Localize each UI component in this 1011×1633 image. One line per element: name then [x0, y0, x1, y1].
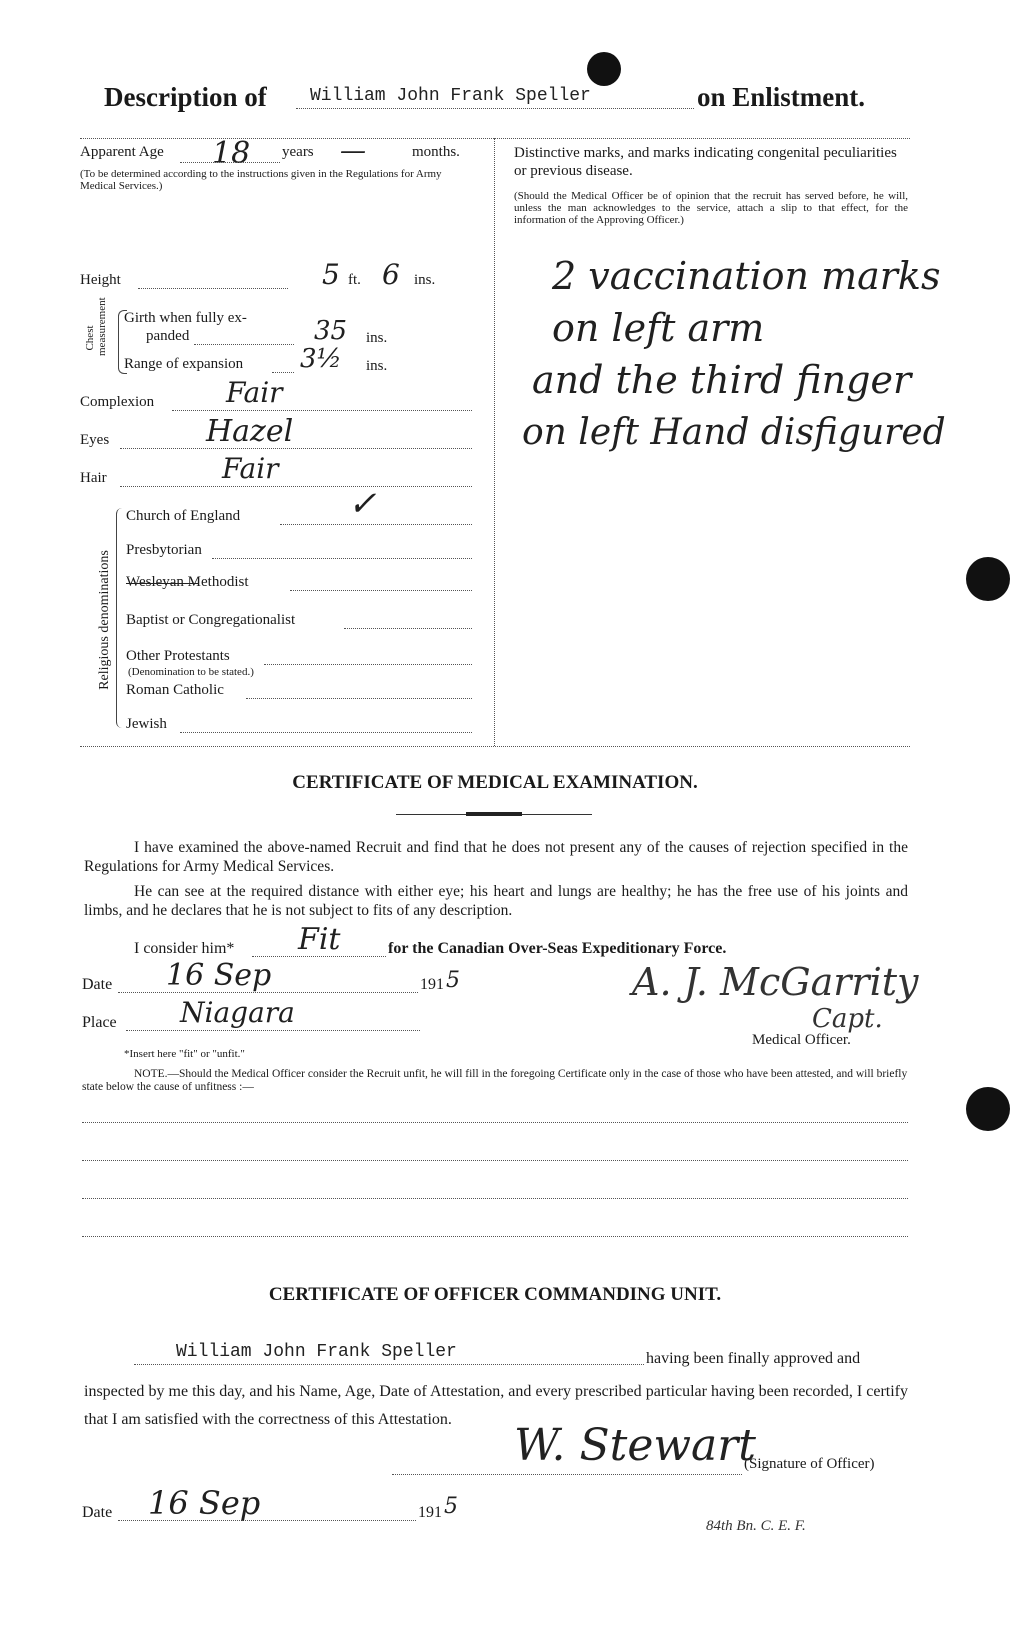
column-divider	[494, 138, 495, 746]
unfitness-line-4	[82, 1236, 908, 1237]
top-border	[80, 138, 910, 139]
punch-hole-top	[587, 52, 621, 86]
range-line	[272, 372, 294, 373]
age-value: 18	[212, 136, 251, 171]
commanding-year-digit: 5	[444, 1494, 458, 1519]
ins-label: ins.	[414, 272, 436, 288]
medical-place-label: Place	[82, 1014, 117, 1031]
unit-stamp: 84th Bn. C. E. F.	[706, 1518, 806, 1534]
commanding-title: CERTIFICATE OF OFFICER COMMANDING UNIT.	[268, 1284, 722, 1305]
marks-heading: Distinctive marks, and marks indicating congenital peculiarities or previous disease.	[514, 145, 897, 179]
medical-officer-signature: A. J. McGarrity	[632, 960, 919, 1004]
hair-label: Hair	[80, 470, 107, 486]
header-name-line	[296, 108, 694, 109]
medical-officer-rank: Capt.	[812, 1004, 883, 1034]
years-label: years	[282, 144, 314, 160]
unfitness-line-3	[82, 1198, 908, 1199]
religion-jewish: Jewish	[126, 716, 167, 732]
religion-other-protestants: Other Protestants	[126, 648, 230, 664]
ft-label: ft.	[348, 272, 361, 288]
religion-line-0	[280, 524, 472, 525]
religion-label: Religious denominations	[97, 550, 112, 690]
religion-line-3	[344, 628, 472, 629]
height-label: Height	[80, 272, 121, 288]
medical-year-digit: 5	[446, 968, 460, 993]
height-line	[138, 288, 288, 289]
girth-line	[194, 344, 294, 345]
medical-para-2: He can see at the required distance with either eye; his heart and lungs are healthy; he has the free use of his joints and limbs, and he declares that he is not subject to fits of any description.	[84, 883, 908, 919]
complexion-value: Fair	[226, 376, 283, 409]
religion-line-4	[264, 664, 472, 665]
age-label: Apparent Age	[80, 144, 164, 160]
force-label: for the Canadian Over-Seas Expeditionary Force.	[388, 940, 727, 957]
marks-line-4: on left Hand disfigured	[522, 412, 946, 453]
consider-label: I consider him*	[134, 940, 235, 957]
girth-label-2: panded	[146, 328, 190, 344]
religion-line-6	[180, 732, 472, 733]
unfitness-line-2	[82, 1160, 908, 1161]
marks-line-1: 2 vaccination marks	[552, 254, 941, 298]
eyes-label: Eyes	[80, 432, 110, 448]
commanding-sig-line	[392, 1474, 742, 1475]
girth-label-1: Girth when fully ex-	[124, 310, 247, 326]
consider-value: Fit	[298, 922, 341, 957]
medical-date-label: Date	[82, 976, 113, 993]
commanding-signature: W. Stewart	[514, 1420, 756, 1471]
religion-line-2	[290, 590, 472, 591]
commanding-para: inspected by me this day, and his Name, Age, Date of Attestation, and every prescribed particular having been recorded, I certify that I am satisfied with the correctness of this Attestation.	[84, 1383, 908, 1428]
height-ins: 6	[382, 258, 400, 291]
girth-value: 35	[314, 316, 348, 346]
months-label: months.	[412, 144, 460, 160]
religion-line-5	[246, 698, 472, 699]
commanding-name: William John Frank Speller	[176, 1342, 457, 1362]
religion-line-1	[212, 558, 472, 559]
age-line	[180, 162, 280, 163]
medical-para-1: I have examined the above-named Recruit and find that he does not present any of the causes of rejection specified in the Regulations for Army Medical Services.	[84, 839, 908, 875]
height-ft: 5	[322, 258, 340, 291]
religion-presbyterian: Presbytorian	[126, 542, 202, 558]
marks-line-2: on left arm	[552, 306, 765, 350]
header-name: William John Frank Speller	[310, 86, 591, 106]
religion-roman-catholic: Roman Catholic	[126, 682, 224, 698]
religion-brace	[116, 508, 125, 728]
commanding-name-line	[134, 1364, 644, 1365]
hair-value: Fair	[222, 452, 279, 485]
age-note: (To be determined according to the instructions given in the Regulations for Army Medical Services.)	[80, 168, 442, 192]
eyes-line	[120, 448, 472, 449]
medical-place-line	[126, 1030, 420, 1031]
chest-label: Chest measurement	[84, 297, 108, 356]
religion-check-mark: ✓	[348, 484, 377, 524]
range-value: 3½	[300, 344, 342, 374]
commanding-year-prefix: 191	[418, 1504, 442, 1521]
religion-methodist: Wesleyan Methodist	[126, 574, 249, 590]
section-bottom-border	[80, 746, 910, 747]
punch-hole-right-2	[966, 1087, 1010, 1131]
complexion-label: Complexion	[80, 394, 155, 410]
months-value: —	[340, 136, 366, 166]
medical-title: CERTIFICATE OF MEDICAL EXAMINATION.	[292, 772, 698, 793]
header-prefix: Description of	[104, 82, 267, 112]
punch-hole-right-1	[966, 557, 1010, 601]
commanding-after-name: having been finally approved and	[646, 1350, 861, 1367]
wesleyan-strike	[126, 583, 198, 584]
religion-baptist: Baptist or Congregationalist	[126, 612, 296, 628]
marks-note: (Should the Medical Officer be of opinion that the recruit has served before, he will, unless the man acknowledges to the service, attach a slip to that effect, for the information of the Approving Officer.)	[514, 190, 908, 226]
commanding-sig-label: (Signature of Officer)	[744, 1456, 875, 1472]
denomination-note: (Denomination to be stated.)	[128, 666, 254, 678]
medical-officer-label: Medical Officer.	[752, 1032, 851, 1048]
insert-note: *Insert here "fit" or "unfit."	[124, 1048, 245, 1060]
medical-year-prefix: 191	[420, 976, 444, 993]
eyes-value: Hazel	[206, 414, 294, 449]
unfitness-line-1	[82, 1122, 908, 1123]
medical-place-value: Niagara	[180, 996, 295, 1029]
medical-date-value: 16 Sep	[166, 958, 272, 993]
range-unit: ins.	[366, 358, 388, 374]
commanding-date-value: 16 Sep	[148, 1484, 261, 1522]
girth-unit: ins.	[366, 330, 388, 346]
marks-line-3: and the third finger	[532, 358, 912, 402]
complexion-line	[172, 410, 472, 411]
medical-note: NOTE.—Should the Medical Officer consider the Recruit unfit, he will fill in the foregoing Certificate only in the case of those who have been attested, and will briefly state below the cause of unfitness :—	[82, 1068, 908, 1093]
religion-church-of-england: Church of England	[126, 508, 241, 524]
commanding-date-label: Date	[82, 1504, 113, 1521]
range-label: Range of expansion	[124, 356, 244, 372]
header-suffix: on Enlistment.	[697, 82, 866, 112]
hair-line	[120, 486, 472, 487]
medical-title-rule-bold	[466, 812, 522, 816]
